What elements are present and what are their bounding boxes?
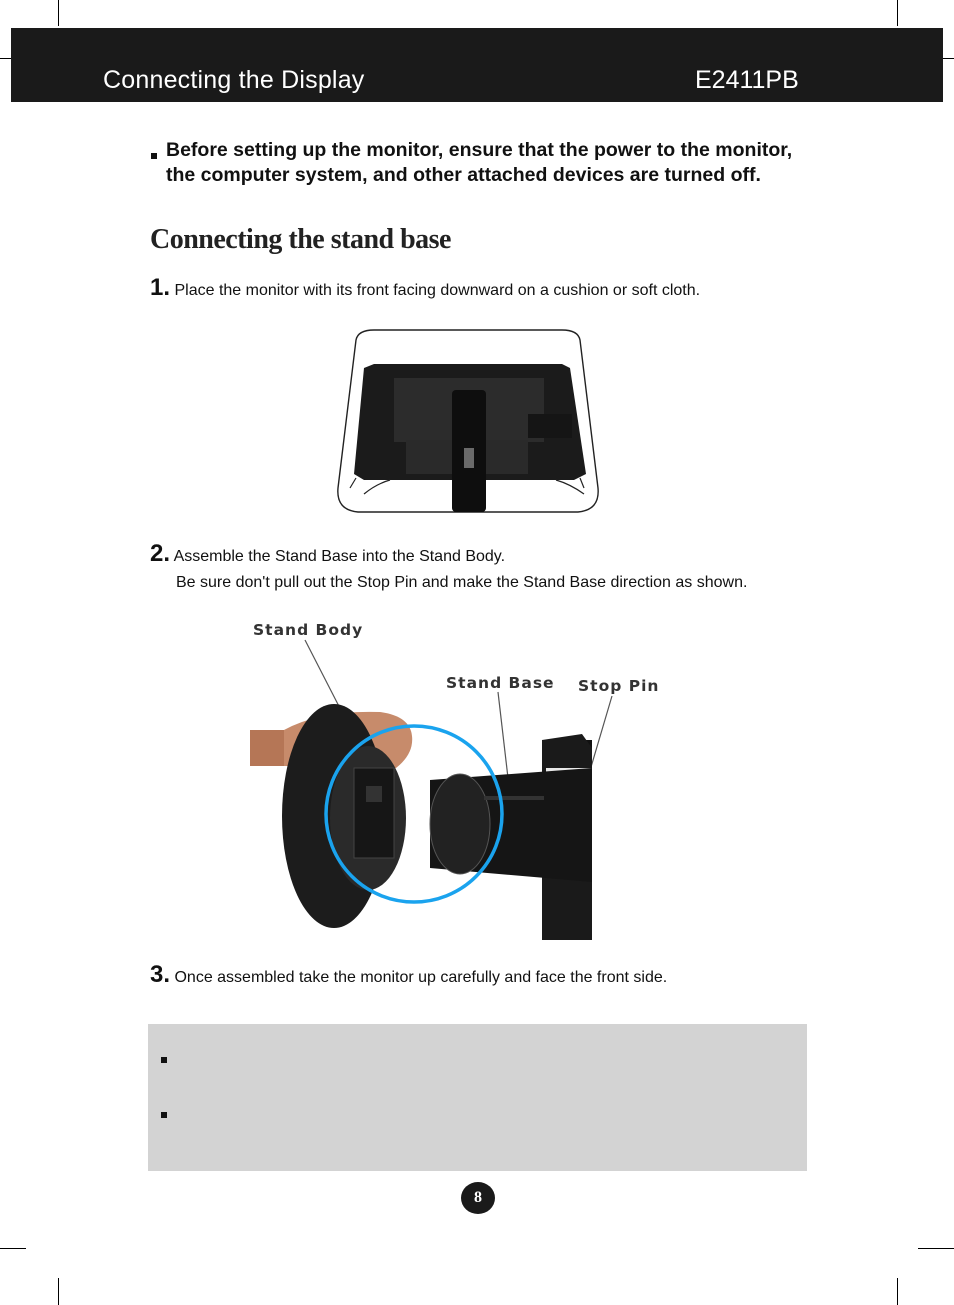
crop-mark bbox=[897, 1278, 898, 1305]
label-stand-body: Stand Body bbox=[253, 621, 364, 639]
step-3 bbox=[150, 961, 667, 989]
crop-mark bbox=[942, 58, 954, 59]
crop-mark bbox=[0, 1248, 26, 1249]
step-text: Place the monitor with its front facing downward on a cushion or soft cloth. bbox=[174, 282, 701, 299]
page-number: 8 bbox=[461, 1182, 495, 1214]
step-number: 3. bbox=[150, 961, 171, 988]
bullet-icon bbox=[161, 1112, 167, 1118]
step-text: Assemble the Stand Base into the Stand Body. bbox=[173, 548, 506, 565]
crop-mark bbox=[58, 1278, 59, 1305]
bullet-icon bbox=[151, 153, 157, 159]
section-title: Connecting the stand base bbox=[150, 224, 451, 255]
step-2-subtext: Be sure don't pull out the Stop Pin and make the Stand Base direction as shown. bbox=[176, 574, 748, 591]
crop-mark bbox=[918, 1248, 954, 1249]
step-text: Once assembled take the monitor up carefully and face the front side. bbox=[174, 969, 668, 986]
step-1 bbox=[150, 274, 700, 302]
step-2 bbox=[150, 540, 505, 568]
warning-text: Before setting up the monitor, ensure that the power to the monitor, the computer system, and other attached devices are turned off. bbox=[166, 139, 793, 186]
crop-mark bbox=[58, 0, 59, 26]
model-number: E2411PB bbox=[695, 66, 799, 94]
page-header-title: Connecting the Display bbox=[103, 66, 365, 94]
monitor-facedown-illustration bbox=[334, 328, 602, 514]
bullet-icon bbox=[161, 1057, 167, 1063]
stand-assembly-illustration bbox=[250, 618, 670, 940]
label-stop-pin: Stop Pin bbox=[578, 677, 660, 695]
step-number: 2. bbox=[150, 540, 171, 567]
label-stand-base: Stand Base bbox=[446, 674, 555, 692]
crop-mark bbox=[897, 0, 898, 26]
step-number: 1. bbox=[150, 274, 171, 301]
note-box bbox=[148, 1024, 807, 1171]
